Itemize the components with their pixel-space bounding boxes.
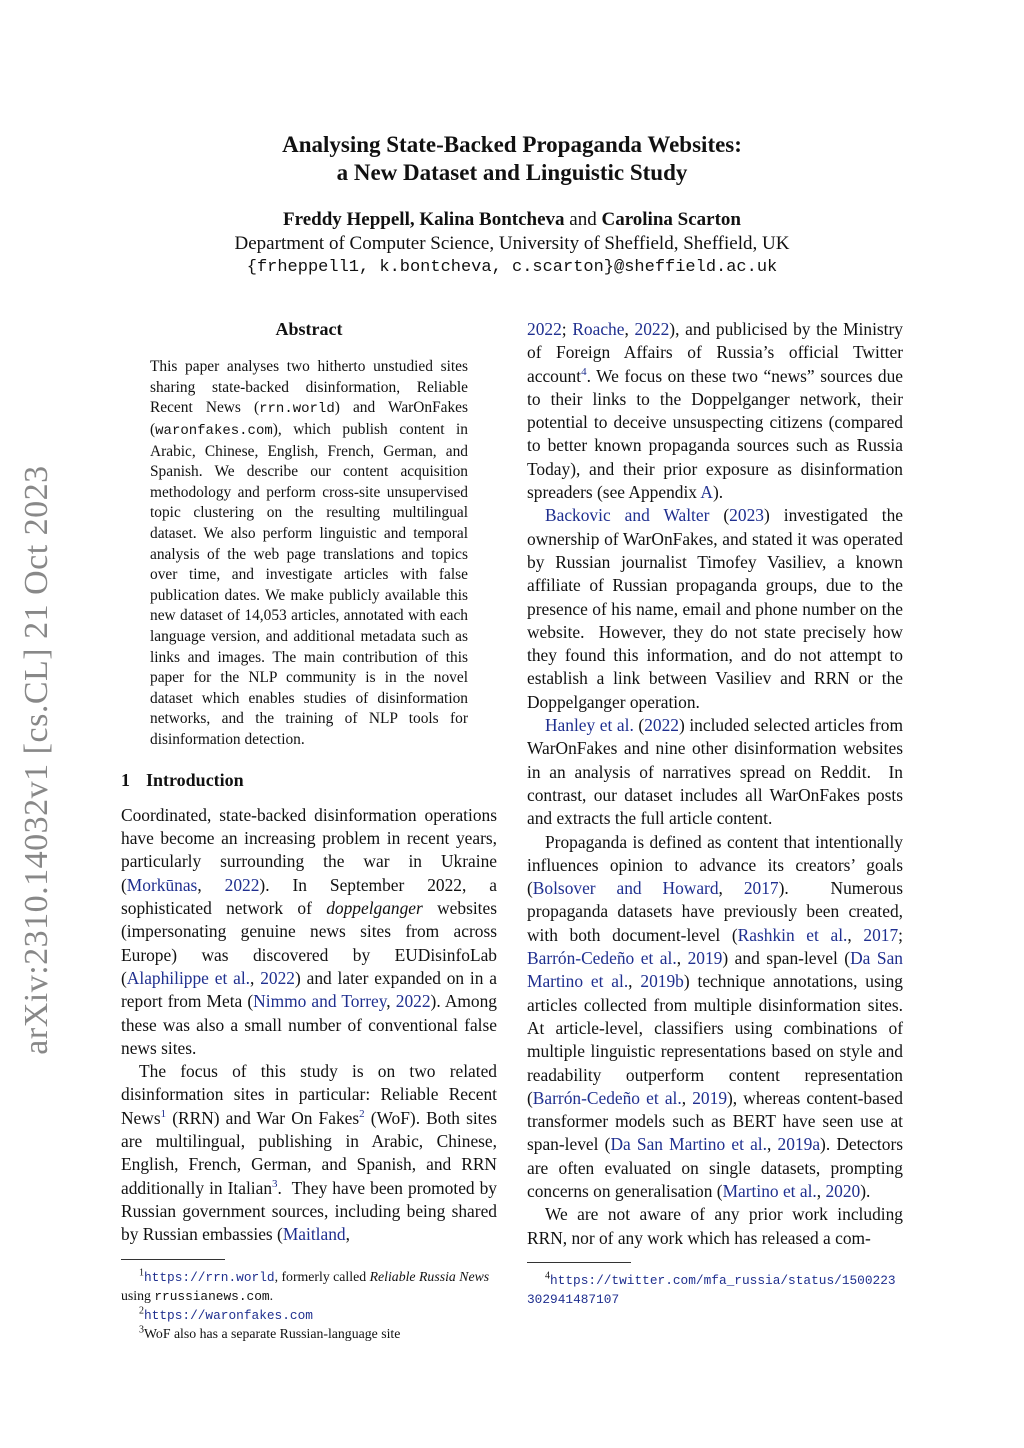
intro-paragraph-4: Hanley et al. (2022) included selected articles from WarOnFakes and nine other disinformation websites in an analysis of narratives spread on Reddit. In contrast, our dataset includes all WarOnFakes posts and extracts the full article content. [527, 715, 908, 829]
section-heading-introduction [121, 769, 497, 792]
citation-year-link[interactable]: 2022 [260, 967, 295, 988]
citation-link[interactable]: Barrón-Cedeño et al. [527, 948, 677, 969]
citation-link[interactable]: Roache [572, 319, 625, 339]
authors-last: Carolina Scarton [601, 209, 741, 230]
citation-link[interactable]: Morkūnas [126, 874, 198, 895]
abstract-text: ), which publish content in Arabic, Chinese, English, French, German, and Spanish. We describe our content acquisition methodology and perform cross-site unsupervised topic clustering on the resulting multilingual dataset. We also perform linguistic and temporal analysis of the web page translations and topics over time, and investigate articles with false publication dates. We make publicly available this new dataset of 14,053 articles, annotated with each language version, and additional metadata such as links and images. The main contribution of this paper for the NLP community is in the novel dataset which enables studies of disinformation networks, and the training of NLP tools for disinformation detection. [150, 421, 468, 748]
author-names [0, 208, 1024, 232]
intro-paragraph-1: Coordinated, state-backed disinformation operations have become an increasing problem in recent years, particularly surrounding the war in Ukraine (Morkūnas, 2022). In September 2022, a sophisticated network of doppelganger websites (impersonating genuine news sites from across Europe) was discovered by EUDisinfoLab (Alaphilippe et al., 2022) and later expanded on in a report from Meta (Nimmo and Torrey, 2022). Among these was also a small number of conventional false news sites. [121, 804, 498, 1058]
author-emails: {frheppell1, k.bontcheva, c.scarton}@sheffield.ac.uk [246, 258, 778, 277]
paper-title-line1: Analysing State-Backed Propaganda Websites: [282, 132, 742, 157]
citation-link[interactable]: Da San Martino et al. [610, 1134, 767, 1155]
intro-paragraph-2-continued: 2022; Roache, 2022), and publicised by the Ministry of Foreign Affairs of Russia’s official Twitter account$^4$. We focus on these two “news” sources due to their links to the Doppelganger network, their potential to deceive unsuspecting citizens (compared to better known propaganda sources such as Russia Today), and their prior exposure as disinformation spreaders (see Appendix A). [527, 319, 904, 503]
footnote-ref[interactable]: 1 [160, 1107, 167, 1120]
intro-paragraph-5: Propaganda is defined as content that intentionally influences opinion to advance its creators’ goals (Bolsover and Howard, 2017). Numerous propaganda datasets have previously been created, with both document-level (Rashkin et al., 2017; Barrón-Cedeño et al., 2019) and span-level (Da San Martino et al., 2019b) technique annotations, using articles collected from multiple disinformation sites. At article-level, classifiers using combinations of multiple linguistic representations based on style and readability outperform content representation (Barrón-Cedeño et al., 2019), whereas content-based transformer models such as BERT have seen use at span-level (Da San Martino et al., 2019a). Detectors are often evaluated on single datasets, prompting concerns on generalisation (Martino et al., 2020). [527, 831, 912, 1201]
appendix-link[interactable]: A [700, 482, 713, 503]
citation-year-link[interactable]: 2022 [395, 991, 431, 1012]
citation-link[interactable]: Bolsover and Howard [532, 878, 719, 899]
footnote-url[interactable]: https://rrn.world [144, 1269, 275, 1285]
abstract-code-rrn: rrn.world [259, 401, 335, 418]
author-block [0, 208, 1024, 280]
citation-year-link[interactable]: 2022 [634, 319, 670, 339]
footnote-1: $^1$https://rrn.world, formerly called Reliable Russia News using rrussianews.com. [121, 1266, 490, 1304]
right-column [527, 318, 912, 1309]
citation-link[interactable]: Rashkin et al. [737, 924, 848, 945]
footnote-rule [121, 1259, 225, 1260]
citation-year-link[interactable]: 2022 [224, 874, 260, 895]
left-column [121, 318, 502, 1343]
footnote-ref[interactable]: 3 [272, 1177, 278, 1190]
citation-year-link[interactable]: 2022 [644, 715, 679, 736]
footnote-rule [527, 1262, 631, 1263]
authors-main: Freddy Heppell, Kalina Bontcheva [283, 209, 565, 230]
arxiv-sidebar [10, 420, 64, 1100]
affiliation: Department of Computer Science, University of Sheffield, Sheffield, UK [234, 233, 790, 254]
footnote-2: $^2$https://waronfakes.com [139, 1304, 313, 1323]
abstract-text: This paper analyses two hitherto unstudied sites sharing state-backed disinformation, Reliable Recent News ( [150, 358, 468, 417]
citation-year-link[interactable]: 2019 [687, 948, 723, 969]
intro-paragraph-6: We are not aware of any prior work including RRN, nor of any work which has released a com- [527, 1204, 903, 1248]
citation-year-link[interactable]: 2019a [777, 1134, 821, 1155]
footnote-ref[interactable]: 4 [581, 365, 587, 378]
abstract-body [150, 357, 468, 750]
citation-year-link[interactable]: 2017 [743, 878, 779, 899]
section-number: 1 [121, 769, 130, 790]
citation-link[interactable]: Backovic and Walter [545, 505, 710, 526]
citation-link[interactable]: Nimmo and Torrey [253, 991, 387, 1012]
citation-link[interactable]: Alaphilippe et al. [126, 967, 251, 988]
abstract-text: ) and WarOnFakes ( [150, 399, 468, 439]
footnote-4: $^4$https://twitter.com/mfa_russia/status/1500223302941487107 [527, 1270, 896, 1307]
paper-title-line2: a New Dataset and Linguistic Study [336, 160, 688, 185]
citation-year-link[interactable]: 2019 [692, 1087, 728, 1108]
intro-paragraph-2: The focus of this study is on two related disinformation sites in particular: Reliable Recent News$^1$ (RRN) and War On Fakes$^2$ (WoF). Both sites are multilingual, publishing in Arabic, Chinese, English, French, German, and Spanish, and RRN additionally in Italian$^3$. They have been promoted by Russian government sources, including being shared by Russian embassies (Maitland, [121, 1061, 502, 1245]
citation-link[interactable]: Barrón-Cedeño et al. [532, 1087, 682, 1108]
citation-link[interactable]: Da San Martino et al. [527, 948, 903, 992]
footnote-ref[interactable]: 2 [359, 1107, 365, 1120]
intro-paragraph-3: Backovic and Walter (2023) investigated the ownership of WarOnFakes, and stated it was operated by Russian journalist Timofey Vasiliev, a known affiliate of Russian propaganda groups, due to the presence of his name, email and phone number on the website. However, they do not state precisely how they found this information, and do not attempt to establish a link between Vasiliev and RRN or the Doppelganger operation. [527, 505, 908, 712]
citation-year-link[interactable]: 2019b [640, 971, 684, 992]
citation-year-link[interactable]: 2023 [729, 505, 764, 526]
authors-and: and [564, 209, 602, 230]
abstract-heading: Abstract [275, 319, 343, 339]
footnote-url[interactable]: https://twitter.com/mfa_russia/status/1500223302941487107 [527, 1272, 896, 1307]
section-title: Introduction [146, 769, 244, 790]
citation-year-link[interactable]: 2020 [825, 1180, 861, 1201]
citation-year-link[interactable]: 2022 [527, 319, 562, 339]
citation-link[interactable]: Maitland [282, 1224, 346, 1245]
citation-year-link[interactable]: 2017 [863, 924, 899, 945]
citation-link[interactable]: Hanley et al. [545, 715, 634, 736]
emphasis-text: doppelganger [326, 898, 423, 919]
abstract-code-wof: waronfakes.com [155, 423, 273, 440]
citation-link[interactable]: Martino et al. [722, 1180, 817, 1201]
footnote-url[interactable]: https://waronfakes.com [144, 1307, 313, 1323]
arxiv-identifier: arXiv:2310.14032v1 [cs.CL] 21 Oct 2023 [18, 465, 55, 1055]
footnote-3: $^3$WoF also has a separate Russian-language site [139, 1323, 401, 1341]
